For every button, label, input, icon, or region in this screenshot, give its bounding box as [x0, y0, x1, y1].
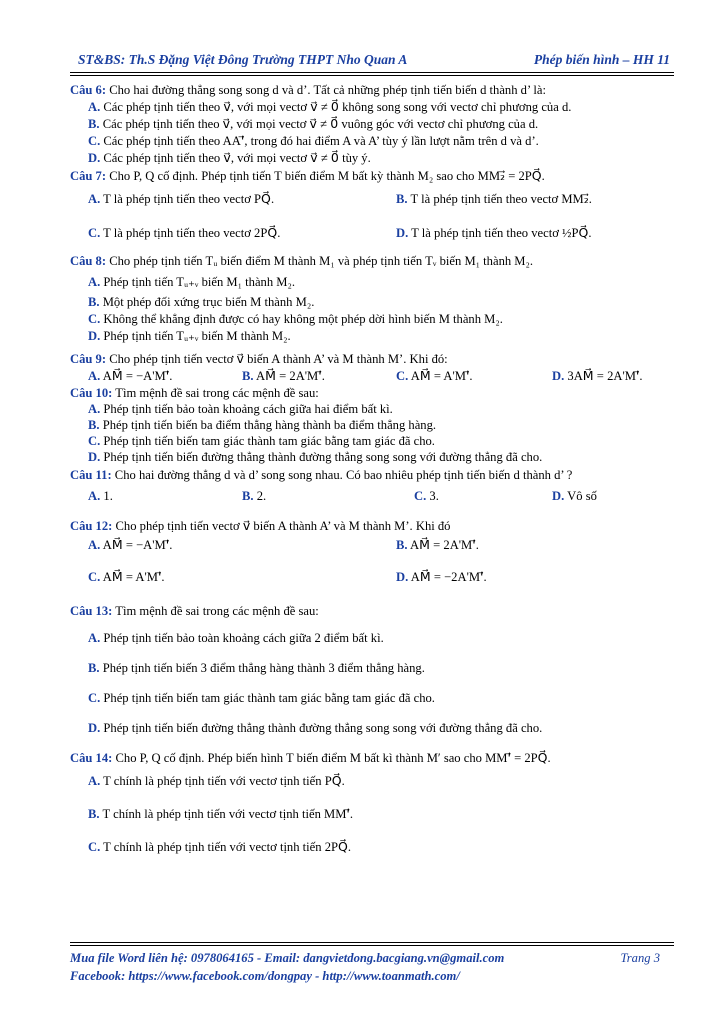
option-b: B. Phép tịnh tiến biến 3 điểm thẳng hàng thành 3 điểm thẳng hàng. [88, 660, 425, 675]
page-footer [70, 950, 674, 985]
option-c: C. Phép tịnh tiến biến tam giác thành tam giác bằng tam giác đã cho. [88, 690, 435, 705]
option-d: D. 3AM⃗ = 2A'M'⃗. [552, 369, 643, 383]
option-a: A. AM⃗ = −A'M'⃗. [88, 537, 173, 552]
question-label: Câu 6: [70, 83, 107, 97]
question-7: Câu 7: Cho P, Q cố định. Phép tịnh tiến T biến điểm M bất kỳ thành M₂ sao cho MM₂⃗ = 2PQ⃗. A. T là phép tịnh tiến theo vectơ PQ⃗. B. T là phép tịnh tiến theo vectơ MM₂⃗. C. T là phép tịnh tiến theo vectơ 2PQ⃗. D. T là phép tịnh tiến theo vectơ ½PQ⃗. [70, 169, 592, 240]
option-a: A. AM⃗ = −A'M'⃗. [88, 369, 173, 383]
option-a: A. Các phép tịnh tiến theo v⃗, với mọi vectơ v⃗ ≠ 0⃗ không song song với vectơ chỉ phương của d. [88, 100, 572, 114]
option-d: D. T là phép tịnh tiến theo vectơ ½PQ⃗. [396, 226, 592, 240]
option-c: C. T chính là phép tịnh tiến với vectơ tịnh tiến 2PQ⃗. [88, 839, 352, 854]
question-8: Câu 8: Cho phép tịnh tiến Tᵤ biến điểm M thành M₁ và phép tịnh tiến Tᵥ biến M₁ thành M₂. A. Phép tịnh tiến Tᵤ₊ᵥ biến M₁ thành M₂. B. Một phép đối xứng trục biến M thành M₂. C. Không thể khẳng định được có hay không một phép dời hình biến M thành M₂. D. Phép tịnh tiến Tᵤ₊ᵥ biến M thành M₂. [70, 253, 674, 345]
option-b: B. AM⃗ = 2A'M'⃗. [396, 537, 479, 552]
question-list [70, 82, 674, 856]
option-c: C. Không thể khẳng định được có hay không một phép dời hình biến M thành M₂. [88, 312, 503, 326]
option-d: D. Phép tịnh tiến Tᵤ₊ᵥ biến M thành M₂. [88, 329, 291, 343]
option-d: D. Vô số [552, 488, 597, 503]
option-c: C. T là phép tịnh tiến theo vectơ 2PQ⃗. [88, 226, 281, 240]
header-rule [70, 72, 674, 73]
option-b: B. AM⃗ = 2A'M'⃗. [242, 369, 325, 383]
option-c: C. Phép tịnh tiến biến tam giác thành tam giác bằng tam giác đã cho. [88, 433, 435, 448]
page-number: Trang 3 [620, 951, 660, 965]
question-13: Câu 13: Tìm mệnh đề sai trong các mệnh đề sau: A. Phép tịnh tiến bảo toàn khoảng cách giữa 2 điểm bất kì. B. Phép tịnh tiến biến 3 điểm thẳng hàng thành 3 điểm thẳng hàng. C. Phép tịnh tiến biến tam giác thành tam giác bằng tam giác đã cho. D. Phép tịnh tiến biến đường thẳng thành đường thẳng song song với đường thẳng đã cho. [70, 603, 674, 737]
option-b: B. 2. [242, 488, 267, 503]
question-10: Câu 10: Tìm mệnh đề sai trong các mệnh đề sau: A. Phép tịnh tiến bảo toàn khoảng cách giữa hai điểm bất kì. B. Phép tịnh tiến biến ba điểm thẳng hàng thành ba điểm thẳng hàng. C. Phép tịnh tiến biến tam giác thành tam giác bằng tam giác đã cho. D. Phép tịnh tiến biến đường thẳng thành đường thẳng song song với đường thẳng đã cho. [70, 386, 674, 466]
option-d: D. Phép tịnh tiến biến đường thẳng thành đường thẳng song song với đường thẳng đã cho. [88, 720, 543, 735]
question-11: Câu 11: Cho hai đường thẳng d và d’ song song nhau. Có bao nhiêu phép tịnh tiến biến d thành d’ ? A. 1. B. 2. C. 3. D. Vô số [70, 467, 597, 503]
option-c: C. 3. [414, 488, 439, 503]
option-b: B. Phép tịnh tiến biến ba điểm thẳng hàng thành ba điểm thẳng hàng. [88, 417, 437, 432]
option-d: D. Các phép tịnh tiến theo v⃗, với mọi vectơ v⃗ ≠ 0⃗ tùy ý. [88, 151, 371, 165]
option-c: C. AM⃗ = A'M'⃗. [88, 569, 165, 584]
option-a: A. 1. [88, 488, 113, 503]
question-text: Cho hai đường thẳng song song d và d’. Tất cả những phép tịnh tiến biến d thành d’ là: [109, 83, 546, 97]
option-a: A. T là phép tịnh tiến theo vectơ PQ⃗. [88, 192, 275, 206]
footer-rule-thin [70, 945, 674, 946]
option-a: A. Phép tịnh tiến bảo toàn khoảng cách giữa hai điểm bất kì. [88, 401, 393, 416]
question-6 [70, 82, 674, 167]
footer-contact: Mua file Word liên hệ: 0978064165 - Email: dangvietdong.bacgiang.vn@gmail.com [70, 951, 505, 965]
header-right: Phép biến hình – HH 11 [533, 52, 670, 67]
option-d: D. AM⃗ = −2A'M'⃗. [396, 569, 487, 584]
header-rule-thin [70, 75, 674, 76]
footer-links: Facebook: https://www.facebook.com/dongpay - http://www.toanmath.com/ [70, 968, 460, 983]
option-d: D. Phép tịnh tiến biến đường thẳng thành đường thẳng song song với đường thẳng đã cho. [88, 449, 543, 464]
option-b: B. T là phép tịnh tiến theo vectơ MM₂⃗. [396, 192, 592, 206]
option-c: C. AM⃗ = A'M'⃗. [396, 369, 473, 383]
option-a: A. Phép tịnh tiến bảo toàn khoảng cách giữa 2 điểm bất kì. [88, 630, 384, 645]
option-c: C. Các phép tịnh tiến theo AA'⃗, trong đó hai điểm A và A’ tùy ý lần lượt nằm trên d và d’. [88, 134, 539, 148]
page-header [70, 48, 674, 72]
question-14: Câu 14: Cho P, Q cố định. Phép biến hình T biến điểm M bất kì thành M′ sao cho MM'⃗ = 2PQ⃗. A. T chính là phép tịnh tiến với vectơ tịnh tiến PQ⃗. B. T chính là phép tịnh tiến với vectơ tịnh tiến MM'⃗. C. T chính là phép tịnh tiến với vectơ tịnh tiến 2PQ⃗. [70, 750, 674, 856]
question-12: Câu 12: Cho phép tịnh tiến vectơ v⃗ biến A thành A’ và M thành M’. Khi đó A. AM⃗ = −A'M'⃗. B. AM⃗ = 2A'M'⃗. C. AM⃗ = A'M'⃗. D. AM⃗ = −2A'M'⃗. [70, 518, 487, 584]
question-9: Câu 9: Cho phép tịnh tiến vectơ v⃗ biến A thành A’ và M thành M’. Khi đó: A. AM⃗ = −A'M'⃗. B. AM⃗ = 2A'M'⃗. C. AM⃗ = A'M'⃗. D. 3AM⃗ = 2A'M'⃗. [70, 352, 643, 383]
footer-rule [70, 942, 674, 943]
option-b: B. T chính là phép tịnh tiến với vectơ tịnh tiến MM'⃗. [88, 806, 354, 821]
option-b: B. Các phép tịnh tiến theo v⃗, với mọi vectơ v⃗ ≠ 0⃗ vuông góc với vectơ chỉ phương của d. [88, 117, 539, 131]
option-b: B. Một phép đối xứng trục biến M thành M₂. [88, 295, 315, 309]
option-a: A. Phép tịnh tiến Tᵤ₊ᵥ biến M₁ thành M₂. [88, 275, 296, 289]
header-left: ST&BS: Th.S Đặng Việt Đông Trường THPT Nho Quan A [78, 52, 408, 67]
option-a: A. T chính là phép tịnh tiến với vectơ tịnh tiến PQ⃗. [88, 773, 345, 788]
